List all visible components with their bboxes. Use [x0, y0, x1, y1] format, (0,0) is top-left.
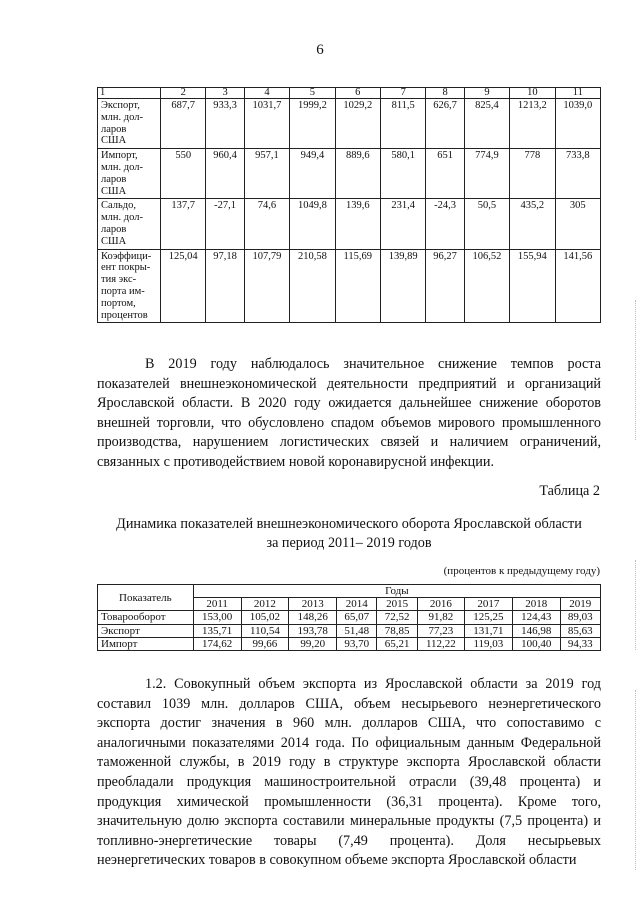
table-header-row [98, 88, 601, 99]
table-cell: 93,70 [337, 637, 377, 650]
table-cell: 94,33 [560, 637, 600, 650]
row-label [98, 249, 161, 323]
row-label-line: порта им- [101, 285, 145, 297]
table-cell: 112,22 [417, 637, 464, 650]
table-cell: 72,52 [377, 611, 417, 624]
table-cell: 435,2 [510, 199, 555, 249]
table-cell: 1039,0 [555, 99, 600, 149]
table-header-cell: 6 [335, 88, 380, 99]
year-cell: 2015 [377, 598, 417, 611]
dynamics-table [97, 584, 601, 651]
table-header-cell: 7 [380, 88, 425, 99]
col-years: Годы [193, 585, 600, 598]
row-label-line: Коэффици- [101, 250, 152, 262]
table-cell: 811,5 [380, 99, 425, 149]
table-row [98, 637, 601, 650]
row-label-line: США [101, 135, 127, 147]
table-cell: 1999,2 [290, 99, 335, 149]
foreign-trade-table [97, 87, 601, 323]
year-cell: 2012 [241, 598, 289, 611]
table-2-label: Таблица 2 [539, 483, 600, 499]
row-label-line: США [101, 185, 127, 197]
table-cell: 153,00 [193, 611, 241, 624]
row-label-line: ларов [101, 123, 127, 135]
row-label-line: ларов [101, 223, 127, 235]
table-cell: 141,56 [555, 249, 600, 323]
table-row [98, 624, 601, 637]
table-cell: 733,8 [555, 149, 600, 199]
year-cell: 2011 [193, 598, 241, 611]
table-cell: 77,23 [417, 624, 464, 637]
row-label [98, 149, 161, 199]
table-cell: 100,40 [512, 637, 560, 650]
table-cell: 65,07 [337, 611, 377, 624]
table-cell: 85,63 [560, 624, 600, 637]
table-cell: 99,66 [241, 637, 289, 650]
table-cell: 210,58 [290, 249, 335, 323]
table-cell: 146,98 [512, 624, 560, 637]
table-cell: -27,1 [206, 199, 244, 249]
row-label-line: тия экс- [101, 274, 137, 286]
table-cell: 131,71 [465, 624, 513, 637]
table-cell: 110,54 [241, 624, 289, 637]
paragraph-2019-decline: В 2019 году наблюдалось значительное снижение темпов роста показателей внешнеэкономической деятельности предприятий и организаций Ярославской области. В 2020 году ожидается дальнейшее снижение оборотов внешней торговли, что обусловлено спадом объемов мирового промышленного производства, нарушением логистических связей и наличием ограничений, связанных с противодействием новой коронавирусной инфекции. [97, 356, 601, 470]
table-cell: 96,27 [426, 249, 464, 323]
margin-mark [635, 300, 637, 440]
row-label-line: процентов [101, 309, 148, 321]
table-cell: 91,82 [417, 611, 464, 624]
table-header-cell: 9 [464, 88, 509, 99]
table-cell: 231,4 [380, 199, 425, 249]
table-cell: 135,71 [193, 624, 241, 637]
table-cell: 148,26 [289, 611, 337, 624]
table-cell: 193,78 [289, 624, 337, 637]
year-cell: 2017 [465, 598, 513, 611]
table-cell: 74,6 [244, 199, 289, 249]
year-cell: 2013 [289, 598, 337, 611]
table-cell: 115,69 [335, 249, 380, 323]
table-header-cell: 5 [290, 88, 335, 99]
row-label: Товарооборот [98, 611, 194, 624]
table-cell: 99,20 [289, 637, 337, 650]
table-header-cell: 1 [98, 88, 161, 99]
row-label-line: ент покры- [101, 262, 151, 274]
row-label: Импорт [98, 637, 194, 650]
table-cell: 651 [426, 149, 464, 199]
col-indicator: Показатель [98, 585, 194, 611]
table-cell: 889,6 [335, 149, 380, 199]
table-cell: 1049,8 [290, 199, 335, 249]
table-header-cell: 3 [206, 88, 244, 99]
table-header-cell: 11 [555, 88, 600, 99]
table-cell: 580,1 [380, 149, 425, 199]
table-row [98, 99, 601, 149]
table-cell: 1031,7 [244, 99, 289, 149]
year-cell: 2014 [337, 598, 377, 611]
table-row [98, 199, 601, 249]
table-cell: 1213,2 [510, 99, 555, 149]
table-cell: 155,94 [510, 249, 555, 323]
row-label [98, 199, 161, 249]
table-cell: 778 [510, 149, 555, 199]
table-cell: 97,18 [206, 249, 244, 323]
table-header-cell: 8 [426, 88, 464, 99]
row-label-line: Экспорт, [101, 100, 140, 111]
year-cell: 2018 [512, 598, 560, 611]
row-label [98, 99, 161, 149]
table-cell: 78,85 [377, 624, 417, 637]
paragraph-export-volume: 1.2. Совокупный объем экспорта из Ярославской области за 2019 год составил 1039 млн. долларов США, объем несырьевого неэнергетического экспорта достиг значения в 960 млн. долларов США, что сопоставимо с аналогичными показателями 2014 года. По официальным данным Федеральной таможенной службы, в 2019 году в структуре экспорта Ярославской области преобладали продукция машиностроительной отрасли (39,48 процента) и продукция химической промышленности (36,31 процента). Кроме того, значительную долю экспорта составили минеральные продукты (7,5 процента) и топливно-энергетические товары (7,49 процента). Доля несырьевых неэнергетических товаров в совокупном объеме экспорта Ярославской области [97, 676, 601, 869]
year-cell: 2019 [560, 598, 600, 611]
table-cell: 626,7 [426, 99, 464, 149]
margin-mark [635, 560, 637, 650]
table-cell: 1029,2 [335, 99, 380, 149]
table-cell: 825,4 [464, 99, 509, 149]
row-label-line: млн. дол- [101, 212, 143, 224]
table-2-title [97, 515, 601, 553]
table-cell: 106,52 [464, 249, 509, 323]
table-cell: 50,5 [464, 199, 509, 249]
row-label: Экспорт [98, 624, 194, 637]
table-cell: 960,4 [206, 149, 244, 199]
table-cell: 51,48 [337, 624, 377, 637]
table-2-title-line-2: за период 2011– 2019 годов [266, 535, 432, 551]
row-label-line: портом, [101, 297, 136, 309]
table-cell: 139,6 [335, 199, 380, 249]
table-cell: 65,21 [377, 637, 417, 650]
table-row [98, 149, 601, 199]
page-number: 6 [316, 42, 324, 58]
table-cell: 957,1 [244, 149, 289, 199]
table-cell: 139,89 [380, 249, 425, 323]
table-2-units: (процентов к предыдущему году) [443, 565, 600, 577]
table-cell: 89,03 [560, 611, 600, 624]
table-cell: 305 [555, 199, 600, 249]
row-label-line: млн. дол- [101, 111, 143, 123]
table-cell: 107,79 [244, 249, 289, 323]
row-label-line: Импорт, [101, 150, 138, 162]
table-header-cell: 2 [161, 88, 206, 99]
row-label-line: млн. дол- [101, 161, 143, 173]
table-cell: -24,3 [426, 199, 464, 249]
row-label-line: Сальдо, [101, 200, 137, 212]
table-cell: 774,9 [464, 149, 509, 199]
table-cell: 119,03 [465, 637, 513, 650]
table-cell: 124,43 [512, 611, 560, 624]
table-row [98, 249, 601, 323]
table-cell: 105,02 [241, 611, 289, 624]
table-cell: 174,62 [193, 637, 241, 650]
row-label-line: США [101, 235, 127, 247]
table-cell: 125,04 [161, 249, 206, 323]
table-cell: 687,7 [161, 99, 206, 149]
table-cell: 949,4 [290, 149, 335, 199]
table-cell: 933,3 [206, 99, 244, 149]
table-cell: 550 [161, 149, 206, 199]
table-header-cell: 4 [244, 88, 289, 99]
table-cell: 125,25 [465, 611, 513, 624]
margin-mark [635, 690, 637, 870]
row-label-line: ларов [101, 173, 127, 185]
table-header-cell: 10 [510, 88, 555, 99]
year-cell: 2016 [417, 598, 464, 611]
table-row [98, 611, 601, 624]
table-2-title-line-1: Динамика показателей внешнеэкономического оборота Ярославской области [116, 516, 582, 532]
table-cell: 137,7 [161, 199, 206, 249]
table-header-row [98, 585, 601, 598]
